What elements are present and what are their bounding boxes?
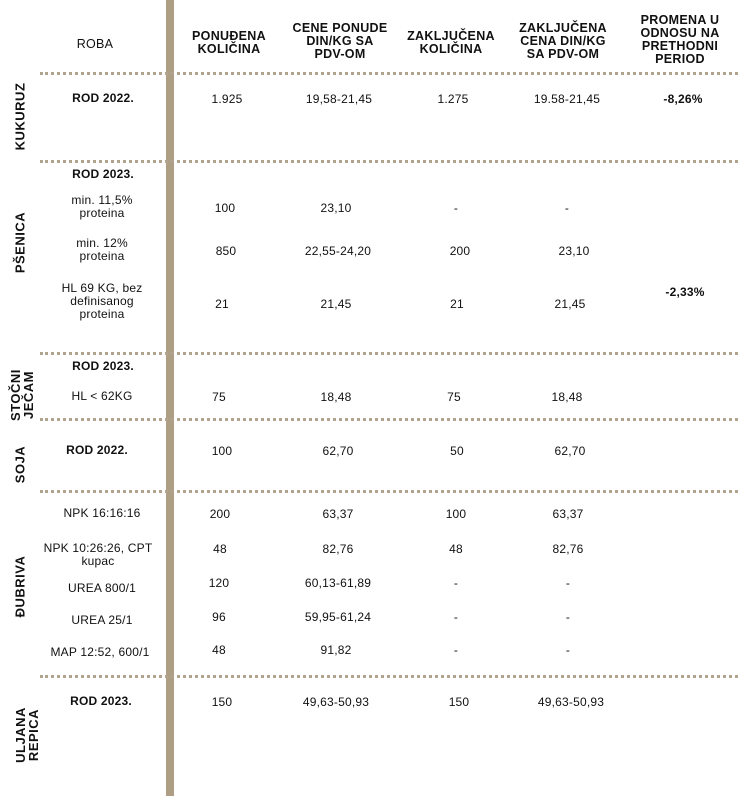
offer-price: 18,48 [320,390,352,404]
separator [40,675,738,678]
closed-quantity: - [453,643,459,657]
header-roba: ROBA [76,37,114,51]
offered-quantity: 96 [212,610,226,624]
category-djubriva: ĐUBRIVA [12,555,28,618]
closed-quantity: 48 [449,542,463,556]
category-uljana-repica: ULJANA REPICA [13,707,41,763]
header-zakljucena-kolicina: ZAKLJUČENA KOLIČINA [407,29,495,56]
closed-quantity: 100 [445,507,467,521]
offered-quantity: 1.925 [211,92,243,106]
offered-quantity: 48 [212,643,226,657]
offer-price: 23,10 [320,201,352,215]
closed-price: 23,10 [558,244,590,258]
offered-quantity: 100 [214,201,236,215]
closed-quantity: 200 [449,244,471,258]
closed-quantity: - [453,576,459,590]
separator [40,72,738,75]
price-change: -8,26% [663,92,703,106]
row-subheader: ROD 2023. [72,167,134,181]
offered-quantity: 100 [211,444,233,458]
offer-price: 62,70 [322,444,354,458]
separator [40,160,738,163]
closed-quantity: 1.275 [437,92,469,106]
row-item: ROD 2022. [66,443,128,457]
closed-price: 21,45 [554,297,586,311]
header-ponudjena: PONUĐENA KOLIČINA [192,29,266,56]
separator [40,352,738,355]
offer-price: 63,37 [322,507,354,521]
closed-price: - [565,610,571,624]
category-jecam: STOČNI JEČAM [8,369,36,421]
closed-price: - [565,576,571,590]
closed-price: 82,76 [552,542,584,556]
closed-price: 49,63-50,93 [537,695,605,709]
price-change: -2,33% [665,285,705,299]
closed-price: 63,37 [552,507,584,521]
row-item: HL 69 KG, bez definisanog proteina [61,281,143,321]
row-item: UREA 800/1 [67,581,137,595]
row-item: NPK 16:16:16 [63,506,141,520]
row-item: NPK 10:26:26, CPT kupac [43,541,153,568]
closed-price: - [564,201,570,215]
offer-price: 59,95-61,24 [304,610,372,624]
row-item: ROD 2023. [70,694,132,708]
offered-quantity: 48 [213,542,227,556]
row-item: min. 11,5% proteina [71,193,133,220]
closed-quantity: - [453,201,459,215]
category-kukuruz: KUKURUZ [12,82,28,151]
offer-price: 19,58-21,45 [305,92,373,106]
offer-price: 60,13-61,89 [304,576,372,590]
offered-quantity: 75 [212,390,226,404]
offered-quantity: 200 [209,507,231,521]
offered-quantity: 120 [208,576,230,590]
row-item: HL < 62KG [71,389,133,403]
category-soja: SOJA [12,445,28,484]
offer-price: 49,63-50,93 [302,695,370,709]
closed-price: 62,70 [554,444,586,458]
separator [40,418,738,421]
row-item: MAP 12:52, 600/1 [50,645,150,659]
row-item: min. 12% proteina [76,236,128,263]
header-cene-ponude: CENE PONUDE DIN/KG SA PDV-OM [292,21,388,61]
header-promena: PROMENA U ODNOSU NA PRETHODNI PERIOD [640,13,720,66]
closed-quantity: 21 [450,297,464,311]
offered-quantity: 850 [215,244,237,258]
category-psenica: PŠENICA [12,211,28,274]
offered-quantity: 21 [215,297,229,311]
row-subheader: ROD 2023. [72,359,134,373]
row-item: UREA 25/1 [71,613,133,627]
closed-price: 19.58-21,45 [533,92,601,106]
closed-quantity: 50 [450,444,464,458]
offer-price: 82,76 [322,542,354,556]
offered-quantity: 150 [211,695,233,709]
offer-price: 22,55-24,20 [304,244,372,258]
closed-quantity: 75 [447,390,461,404]
closed-price: - [565,643,571,657]
closed-quantity: 150 [448,695,470,709]
offer-price: 21,45 [320,297,352,311]
header-zakljucena-cena: ZAKLJUČENA CENA DIN/KG SA PDV-OM [519,21,607,61]
offer-price: 91,82 [320,643,352,657]
closed-price: 18,48 [551,390,583,404]
row-item: ROD 2022. [72,91,134,105]
closed-quantity: - [453,610,459,624]
separator [40,490,738,493]
